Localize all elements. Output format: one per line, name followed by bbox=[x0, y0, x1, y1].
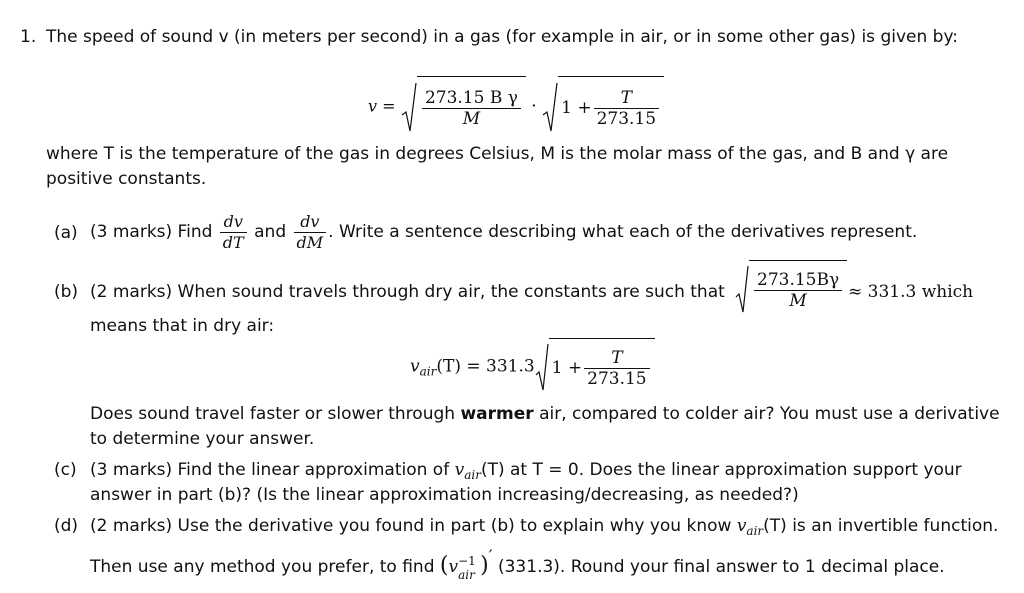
inv-sup: −1 bbox=[458, 554, 476, 568]
part-b-inline-sqrt bbox=[735, 260, 847, 316]
vair-equation bbox=[410, 338, 655, 394]
eq-v: v bbox=[410, 356, 420, 377]
where-line-2: positive constants. bbox=[46, 169, 207, 189]
part-a-text bbox=[90, 208, 917, 256]
open-paren: ( bbox=[439, 553, 449, 578]
eq-numerator: T bbox=[584, 348, 649, 369]
radical-sign-icon bbox=[735, 264, 749, 314]
part-a-and: and bbox=[254, 222, 287, 242]
one-plus: 1 + bbox=[561, 98, 592, 118]
frac1-numerator: 273.15 B γ bbox=[422, 88, 521, 109]
part-b-question-line2: to determine your answer. bbox=[90, 429, 315, 449]
part-d-line1 bbox=[90, 515, 998, 542]
where-line-1: where T is the temperature of the gas in degrees Celsius, M is the molar mass of the gas, and B and γ are bbox=[46, 144, 949, 164]
radical-sign-icon bbox=[401, 81, 417, 133]
sqrt-2 bbox=[542, 76, 664, 138]
inline-denominator: M bbox=[789, 291, 807, 311]
part-c-label: (c) bbox=[54, 460, 77, 480]
d-v: v bbox=[736, 516, 747, 536]
deriv-dv-dT-den: dT bbox=[222, 232, 244, 252]
c-v: v bbox=[454, 460, 465, 480]
eq-mid: (T) = 331.3 bbox=[436, 356, 535, 377]
d2-pre: Then use any method you prefer, to find bbox=[90, 557, 435, 577]
part-d-line2 bbox=[90, 546, 945, 582]
c-sub-air: air bbox=[464, 468, 481, 482]
formula-lhs: v = bbox=[368, 96, 396, 116]
c-post: (T) at T = 0. Does the linear approximation support your bbox=[480, 460, 962, 480]
question-number: 1. bbox=[20, 27, 37, 47]
intro-text: The speed of sound v (in meters per second) in a gas (for example in air, or in some other gas) is given by: bbox=[46, 27, 958, 47]
part-b-question bbox=[90, 403, 1000, 425]
frac1-denominator: M bbox=[462, 109, 481, 129]
part-c-line1 bbox=[90, 459, 962, 486]
d2-post: (331.3). Round your final answer to 1 decimal place. bbox=[497, 557, 945, 577]
part-b-approx: ≈ 331.3 which bbox=[848, 282, 974, 302]
sqrt-1 bbox=[401, 76, 526, 138]
d-pre: (2 marks) Use the derivative you found in part (b) to explain why you know bbox=[90, 516, 732, 536]
deriv-dv-dM-den: dM bbox=[296, 232, 324, 252]
part-b-line1: (2 marks) When sound travels through dry air, the constants are such that bbox=[90, 282, 725, 302]
part-a-label: (a) bbox=[54, 223, 78, 243]
part-c-line2: answer in part (b)? (Is the linear approximation increasing/decreasing, as needed?) bbox=[90, 485, 799, 505]
inv-scripts bbox=[458, 554, 480, 582]
frac2-denominator: 273.15 bbox=[596, 109, 657, 129]
inv-v: v bbox=[448, 557, 459, 577]
inv-sub-air: air bbox=[458, 568, 475, 582]
eq-sub-air: air bbox=[419, 364, 437, 379]
part-a-rest: . Write a sentence describing what each of the derivatives represent. bbox=[328, 222, 918, 242]
d-sub-air: air bbox=[746, 524, 764, 538]
frac2-numerator: T bbox=[594, 88, 659, 109]
main-formula bbox=[368, 76, 664, 136]
part-b-line2: means that in dry air: bbox=[90, 316, 275, 336]
eq-denominator: 273.15 bbox=[587, 369, 647, 389]
radical-sign-icon bbox=[542, 81, 558, 133]
q-pre: Does sound travel faster or slower through bbox=[90, 404, 456, 424]
q-post: air, compared to colder air? You must use a derivative bbox=[539, 404, 1000, 424]
close-paren: ) bbox=[480, 553, 489, 578]
q-bold-warmer: warmer bbox=[460, 404, 534, 424]
radical-sign-icon bbox=[535, 342, 549, 392]
deriv-dv-dM-num: dv bbox=[294, 212, 327, 233]
d-post: (T) is an invertible function. bbox=[763, 516, 999, 536]
part-d-label: (d) bbox=[54, 516, 79, 536]
dot-operator: · bbox=[531, 96, 537, 117]
part-a-marks: (3 marks) Find bbox=[90, 222, 213, 242]
c-pre: (3 marks) Find the linear approximation of bbox=[90, 460, 450, 480]
inline-numerator: 273.15Bγ bbox=[754, 270, 842, 291]
eq-one-plus: 1 + bbox=[551, 358, 583, 378]
prime-mark: ′ bbox=[488, 547, 493, 567]
part-b-label: (b) bbox=[54, 282, 79, 302]
deriv-dv-dT-num: dv bbox=[220, 212, 247, 233]
